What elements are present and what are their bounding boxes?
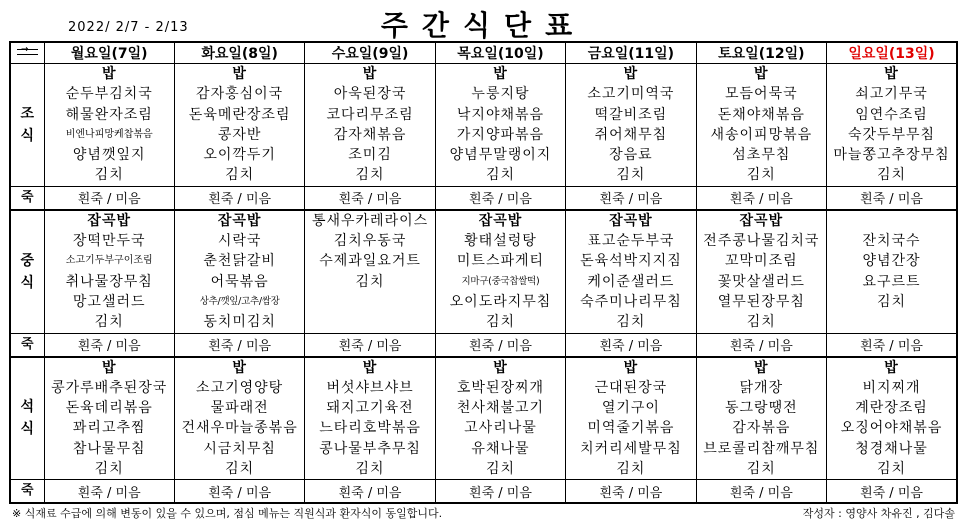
menu-item: 김치: [876, 167, 907, 184]
menu-item: 물파래전: [210, 400, 269, 417]
menu-item: 김치: [876, 461, 907, 478]
menu-item: 김치: [746, 167, 776, 184]
footnote: ※ 식재료 수급에 의해 변동이 있을 수 있으며, 점심 메뉴는 직원식과 환자식이 동일합니다.: [12, 507, 443, 520]
menu-item: 오이도라지무침: [449, 293, 552, 310]
menu-item: 계란장조림: [855, 400, 928, 417]
menu-item: 유채나물: [471, 440, 530, 457]
menu-item: 장떡만두국: [72, 233, 146, 250]
menu-item: 김치: [225, 461, 255, 478]
menu-item: 마늘쫑고추장무침: [833, 147, 950, 164]
menu-item: 꽈리고추찜: [72, 420, 146, 437]
menu-item: [827, 312, 956, 332]
menu-item: 시락국: [217, 233, 262, 250]
menu-item: 밥: [493, 66, 508, 82]
porridge-cell: 흰죽 / 미음: [696, 480, 826, 504]
porridge-cell: 흰죽 / 미음: [696, 333, 826, 357]
menu-item: 콩자반: [217, 126, 262, 143]
menu-item: 밥: [232, 66, 247, 82]
menu-item: 김치: [355, 273, 385, 290]
day-header-thu: 목요일(10일): [435, 42, 565, 64]
menu-item: 꼬막미조림: [725, 253, 798, 270]
page-title: 주간식단표: [380, 9, 587, 42]
menu-item: 코다리무조림: [326, 106, 414, 123]
breakfast-day-5: [696, 64, 826, 187]
menu-item: 잡곡밥: [478, 212, 523, 229]
porridge-cell: 흰죽 / 미음: [174, 333, 304, 357]
menu-item: 천사채불고기: [456, 400, 545, 417]
menu-item: 밥: [362, 359, 378, 376]
menu-item: 취나물장무침: [65, 273, 153, 290]
menu-item: 양념간장: [862, 253, 921, 270]
date-range: 2022/ 2/7 - 2/13: [68, 20, 189, 35]
menu-item: 김치: [485, 314, 515, 331]
lunch-row: [10, 210, 957, 333]
menu-item: 콩나물부추무침: [319, 440, 421, 457]
menu-item: 미트스파게티: [456, 253, 545, 270]
menu-item: 요구르트: [862, 273, 921, 290]
day-header-sun: 일요일(13일): [827, 42, 957, 64]
porridge-cell: 흰죽 / 미음: [435, 333, 565, 357]
porridge-cell: 흰죽 / 미음: [305, 186, 435, 210]
menu-item: 콩가루배추된장국: [51, 379, 168, 396]
menu-item: 소고기미역국: [587, 86, 675, 103]
lunch-day-1: [174, 210, 304, 333]
porridge-label: 죽: [10, 186, 44, 210]
menu-item: 비엔나피망케찹볶음: [65, 128, 153, 140]
menu-item: 청경채나물: [855, 440, 928, 457]
menu-item: 김치: [876, 293, 907, 310]
menu-item: 밥: [101, 66, 117, 82]
breakfast-day-1: [174, 64, 304, 187]
menu-item: 오징어야채볶음: [840, 420, 943, 437]
day-header-row: [10, 42, 957, 64]
menu-item: 밥: [232, 359, 247, 376]
day-header-sat: 토요일(12일): [696, 42, 826, 64]
menu-item: 김치: [746, 461, 776, 478]
menu-item: 잡곡밥: [217, 212, 262, 229]
meal-label-top: 조: [20, 105, 35, 122]
menu-item: 김치: [485, 461, 515, 478]
menu-item: 김치: [94, 314, 124, 331]
menu-item: 상추/깻잎/고추/쌈장: [199, 295, 280, 307]
breakfast-porridge-row: [10, 186, 957, 210]
dinner-day-0: [44, 357, 174, 480]
menu-item: 브로콜리참깨무침: [703, 440, 820, 457]
breakfast-label: [10, 64, 44, 187]
arrow-icon: →: [21, 45, 29, 55]
menu-item: 김치: [94, 461, 124, 478]
breakfast-day-4: [566, 64, 696, 187]
menu-item: 비지찌개: [862, 379, 921, 396]
menu-item: 건새우마늘종볶음: [181, 420, 298, 437]
menu-item: 소고기영양탕: [196, 379, 284, 396]
day-header-mon: 월요일(7일): [44, 42, 174, 64]
lunch-day-5: [696, 210, 826, 333]
dinner-day-4: [566, 357, 696, 480]
breakfast-day-0: [44, 64, 174, 187]
lunch-label: [10, 210, 44, 333]
menu-item: 오이깍두기: [203, 147, 276, 164]
menu-item: 돈육데리볶음: [65, 400, 153, 417]
menu-item: 숙주미나리무침: [580, 293, 682, 310]
meal-label-top: 석: [20, 399, 35, 416]
menu-item: [305, 292, 434, 312]
weekly-menu-table: [9, 41, 958, 504]
dinner-day-2: [305, 357, 435, 480]
porridge-cell: 흰죽 / 미음: [44, 480, 174, 504]
porridge-cell: 흰죽 / 미음: [305, 333, 435, 357]
porridge-cell: 흰죽 / 미음: [305, 480, 435, 504]
menu-item: 버섯샤브샤브: [326, 379, 414, 396]
menu-item: 호박된장찌개: [456, 379, 545, 396]
lunch-day-2: [305, 210, 435, 333]
porridge-cell: 흰죽 / 미음: [44, 333, 174, 357]
menu-item: 밥: [884, 359, 899, 376]
menu-item: 감자채볶음: [333, 126, 407, 143]
dinner-day-6: [827, 357, 957, 480]
menu-item: 표고순두부국: [587, 233, 675, 250]
lunch-day-3: [435, 210, 565, 333]
menu-item: 근대된장국: [594, 379, 668, 396]
dinner-day-1: [174, 357, 304, 480]
meal-label-bottom: 식: [20, 274, 35, 291]
porridge-label: 죽: [10, 333, 44, 357]
menu-item: 쇠고기무국: [855, 86, 928, 103]
menu-item: 김치: [94, 167, 124, 184]
menu-item: 김치: [355, 167, 385, 184]
menu-item: 밥: [101, 359, 117, 376]
menu-item: 돈육석박지지짐: [580, 253, 682, 270]
menu-item: 전주콩나물김치국: [703, 233, 820, 250]
dinner-day-5: [696, 357, 826, 480]
porridge-cell: 흰죽 / 미음: [827, 480, 957, 504]
menu-item: 밥: [884, 66, 899, 82]
menu-item: 잡곡밥: [739, 212, 784, 229]
menu-item: 순두부김치국: [65, 86, 153, 103]
breakfast-row: [10, 64, 957, 187]
porridge-cell: 흰죽 / 미음: [566, 333, 696, 357]
menu-item: [827, 211, 956, 231]
menu-item: 시금치무침: [203, 440, 276, 457]
day-header-wed: 수요일(9일): [305, 42, 435, 64]
meal-label-top: 중: [20, 252, 35, 269]
menu-item: 모듬어묵국: [725, 86, 798, 103]
menu-item: 열무된장무침: [717, 293, 805, 310]
menu-item: 양념깻잎지: [72, 147, 146, 164]
menu-item: 망고샐러드: [72, 293, 146, 310]
porridge-cell: 흰죽 / 미음: [435, 186, 565, 210]
menu-item: 밥: [623, 66, 639, 82]
menu-item: 감자홍심이국: [196, 86, 284, 103]
menu-item: 지마구(중국찹쌀떡): [461, 275, 540, 287]
menu-item: [305, 312, 434, 332]
menu-item: 아욱된장국: [333, 86, 407, 103]
menu-item: 소고기두부구이조림: [65, 255, 153, 267]
menu-item: 양념무말랭이지: [449, 147, 552, 164]
menu-item: 밥: [754, 359, 769, 376]
porridge-cell: 흰죽 / 미음: [44, 186, 174, 210]
menu-item: 동그랑땡전: [725, 400, 798, 417]
menu-item: 조미김: [348, 147, 392, 164]
menu-item: 잔치국수: [862, 233, 921, 250]
lunch-porridge-row: [10, 333, 957, 357]
lunch-day-6: [827, 210, 957, 333]
menu-item: 새송이피망볶음: [710, 126, 813, 143]
menu-item: 장음료: [609, 147, 653, 164]
menu-item: 김치: [355, 461, 385, 478]
dinner-label: [10, 357, 44, 480]
lunch-day-4: [566, 210, 696, 333]
porridge-cell: 흰죽 / 미음: [827, 186, 957, 210]
porridge-cell: 흰죽 / 미음: [174, 480, 304, 504]
dinner-day-3: [435, 357, 565, 480]
menu-item: 섬초무침: [732, 147, 791, 164]
menu-item: 고사리나물: [464, 420, 537, 437]
menu-item: 열기구이: [601, 400, 660, 417]
menu-item: 임연수조림: [855, 106, 928, 123]
menu-item: 밥: [754, 66, 769, 82]
menu-item: 돼지고기육전: [326, 400, 414, 417]
day-header-fri: 금요일(11일): [566, 42, 696, 64]
dinner-row: [10, 357, 957, 480]
porridge-cell: 흰죽 / 미음: [827, 333, 957, 357]
meal-label-bottom: 식: [20, 421, 35, 438]
menu-item: 잡곡밥: [87, 212, 131, 229]
menu-item: 쥐어채무침: [594, 126, 668, 143]
menu-item: 미역줄기볶음: [587, 420, 675, 437]
menu-item: 밥: [623, 359, 639, 376]
menu-item: 밥: [362, 66, 378, 82]
porridge-cell: 흰죽 / 미음: [566, 480, 696, 504]
menu-item: 치커리세발무침: [580, 440, 682, 457]
menu-item: 황태설렁탕: [464, 233, 537, 250]
menu-item: 낙지야채볶음: [456, 106, 545, 123]
menu-item: 닭개장: [739, 379, 784, 396]
porridge-cell: 흰죽 / 미음: [696, 186, 826, 210]
menu-item: 참나물무침: [72, 440, 146, 457]
menu-item: 숙갓두부무침: [847, 126, 936, 143]
menu-item: 해물완자조림: [65, 106, 153, 123]
menu-item: 김치: [225, 167, 255, 184]
dinner-porridge-row: [10, 480, 957, 504]
menu-item: 수제과일요거트: [319, 253, 421, 270]
menu-item: 김치우동국: [333, 233, 407, 250]
menu-item: 김치: [746, 314, 776, 331]
menu-item: 돈육메란장조림: [188, 106, 291, 123]
day-header-tue: 화요일(8일): [174, 42, 304, 64]
breakfast-day-6: [827, 64, 957, 187]
menu-item: 밥: [493, 359, 508, 376]
porridge-cell: 흰죽 / 미음: [435, 480, 565, 504]
menu-item: 가지양파볶음: [456, 126, 545, 143]
menu-item: 잡곡밥: [609, 212, 653, 229]
menu-item: 케이준샐러드: [587, 273, 675, 290]
menu-item: 꽃맛살샐러드: [717, 273, 805, 290]
porridge-cell: 흰죽 / 미음: [566, 186, 696, 210]
meal-label-bottom: 식: [20, 127, 35, 144]
breakfast-day-2: [305, 64, 435, 187]
lunch-day-0: [44, 210, 174, 333]
menu-item: 통새우카레라이스: [311, 212, 429, 229]
porridge-cell: 흰죽 / 미음: [174, 186, 304, 210]
menu-item: 어묵볶음: [210, 273, 269, 290]
menu-item: 느타리호박볶음: [319, 420, 421, 437]
authors: 작성자 : 영양사 차유진 , 김다솔: [802, 507, 955, 520]
menu-item: 누룽지탕: [471, 86, 530, 103]
menu-item: 돈채야채볶음: [717, 106, 805, 123]
menu-item: 김치: [616, 314, 646, 331]
menu-item: 김치: [616, 167, 646, 184]
menu-item: 김치: [616, 461, 646, 478]
porridge-label: 죽: [10, 480, 44, 504]
menu-item: 김치: [485, 167, 515, 184]
menu-item: 춘천닭갈비: [203, 253, 276, 270]
breakfast-day-3: [435, 64, 565, 187]
menu-item: 떡갈비조림: [594, 106, 668, 123]
corner-cell: [10, 42, 44, 64]
menu-item: 감자볶음: [732, 420, 791, 437]
menu-item: 동치미김치: [203, 314, 276, 331]
